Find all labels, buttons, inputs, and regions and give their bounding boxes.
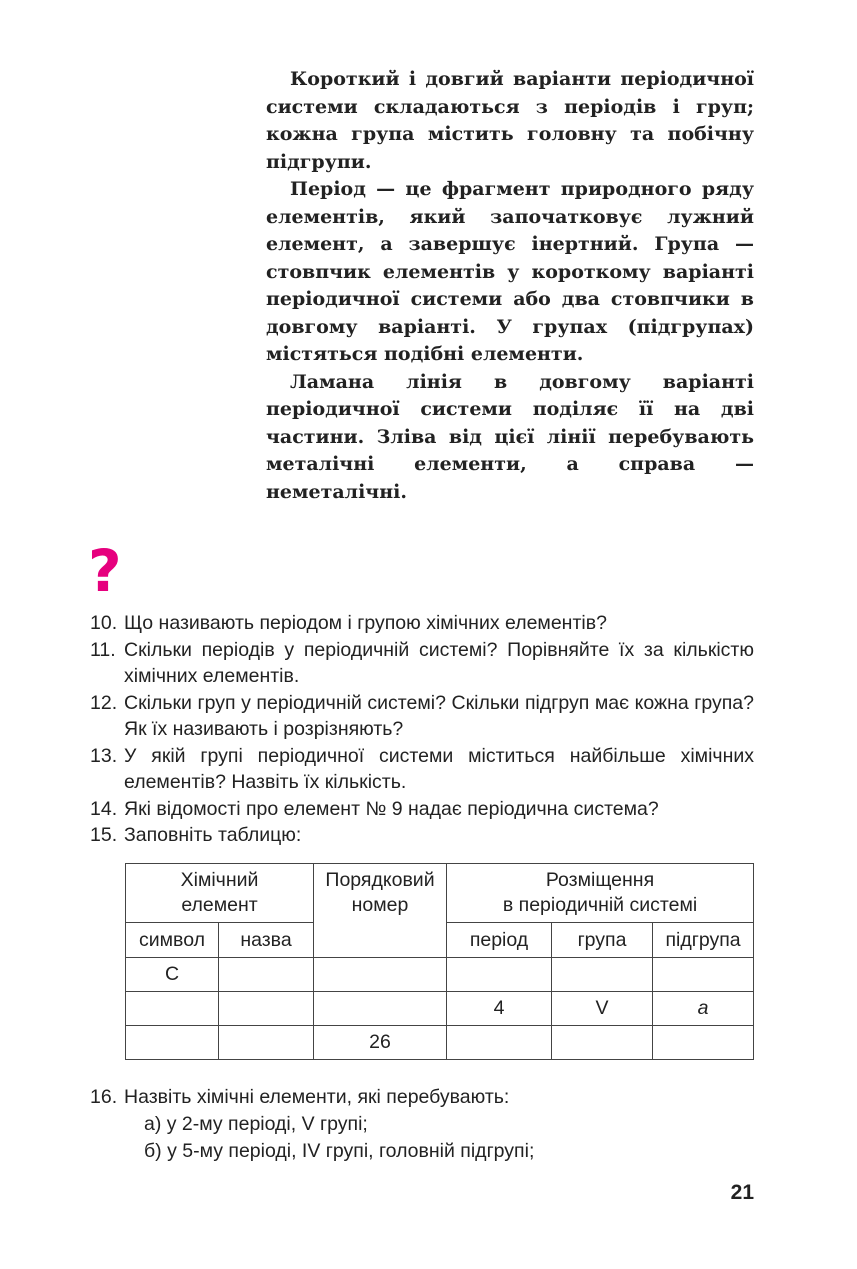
header-element-line2: елемент [181,894,258,916]
question-text: Назвіть хімічні елементи, які перебувають: [124,1086,510,1108]
table-cell [219,1026,314,1060]
question-text: Скільки груп у періодичній системі? Скільки підгруп має кожна група? Як їх називають і розрізняють? [124,691,754,740]
question-item [90,822,754,849]
fill-in-table [125,863,754,1060]
question-item [90,610,754,637]
header-element [126,864,314,923]
question-16 [90,1084,754,1165]
summary-paragraph: Ламана лінія в довгому варіанті періодичної системи поділяє її на дві частини. Зліва від цієї лінії перебувають металічні елементи, а справа — неметалічні. [266,370,754,503]
table-cell [126,1026,219,1060]
table-cell [447,1026,552,1060]
question-number: 15. [90,824,118,846]
question-item [90,690,754,743]
table-cell [314,992,447,1026]
header-name: назва [219,923,314,958]
header-placement-line2: в періодичній системі [502,894,698,916]
table-cell [126,992,219,1026]
sub-item: а) у 2-му періоді, V групі; [144,1113,368,1135]
header-number-line2: номер [351,894,409,916]
question-number: 12. [90,691,118,714]
question-item [90,743,754,796]
header-placement [447,864,754,923]
header-subgroup: підгрупа [653,923,754,958]
table-cell: C [126,958,219,992]
table-cell [653,1026,754,1060]
question-number: 11. [90,638,116,661]
questions-list [90,610,754,849]
question-text: Скільки періодів у періодичній системі? Порівняйте їх за кількістю хімічних елементів. [124,638,754,687]
table-cell [552,1026,653,1060]
header-number-line1: Порядковий [325,869,435,891]
table-cell: a [653,992,754,1026]
table-cell [219,992,314,1026]
header-group: група [552,923,653,958]
table-row [126,958,754,992]
question-text: Які відомості про елемент № 9 надає періодична система? [124,797,659,820]
question-number: 13. [90,744,118,767]
question-number: 14. [90,797,118,820]
question-text: Що називають періодом і групою хімічних елементів? [124,612,607,634]
question-text: У якій групі періодичної системи міститься найбільше хімічних елементів? Назвіть їх кількість. [124,744,754,793]
question-text: Заповніть таблицю: [124,824,302,846]
header-placement-line1: Розміщення [545,869,655,891]
header-number [314,864,447,958]
table-cell: 4 [447,992,552,1026]
sub-item: б) у 5-му періоді, IV групі, головній підгрупі; [144,1140,535,1162]
table-cell [447,958,552,992]
header-element-line1: Хімічний [180,869,259,891]
question-item [90,637,754,690]
page-number: 21 [730,1181,754,1204]
table-cell [653,958,754,992]
summary-paragraph: Короткий і довгий варіанти періодичної системи складаються з періодів і груп; кожна група містить головну та побічну підгрупи. [266,68,754,173]
question-item [90,796,754,823]
table-cell [219,958,314,992]
table-cell [314,958,447,992]
table-row [126,1026,754,1060]
question-mark-icon: ? [88,537,122,605]
question-number: 10. [90,612,118,634]
summary-paragraph: Період — це фрагмент природного ряду елементів, який започатковує лужний елемент, а завершує інертний. Група — стовпчик елементів у короткому варіанті періодичної системи або два стовпчики в довгому варіанті. У групах (підгрупах) містяться подібні елементи. [266,178,754,365]
question-item [90,1084,754,1111]
header-symbol: символ [126,923,219,958]
chapter-summary [266,66,754,506]
question-number: 16. [90,1086,118,1108]
header-period: період [447,923,552,958]
table-row [126,992,754,1026]
table-cell [552,958,653,992]
table-cell: V [552,992,653,1026]
table-cell: 26 [314,1026,447,1060]
